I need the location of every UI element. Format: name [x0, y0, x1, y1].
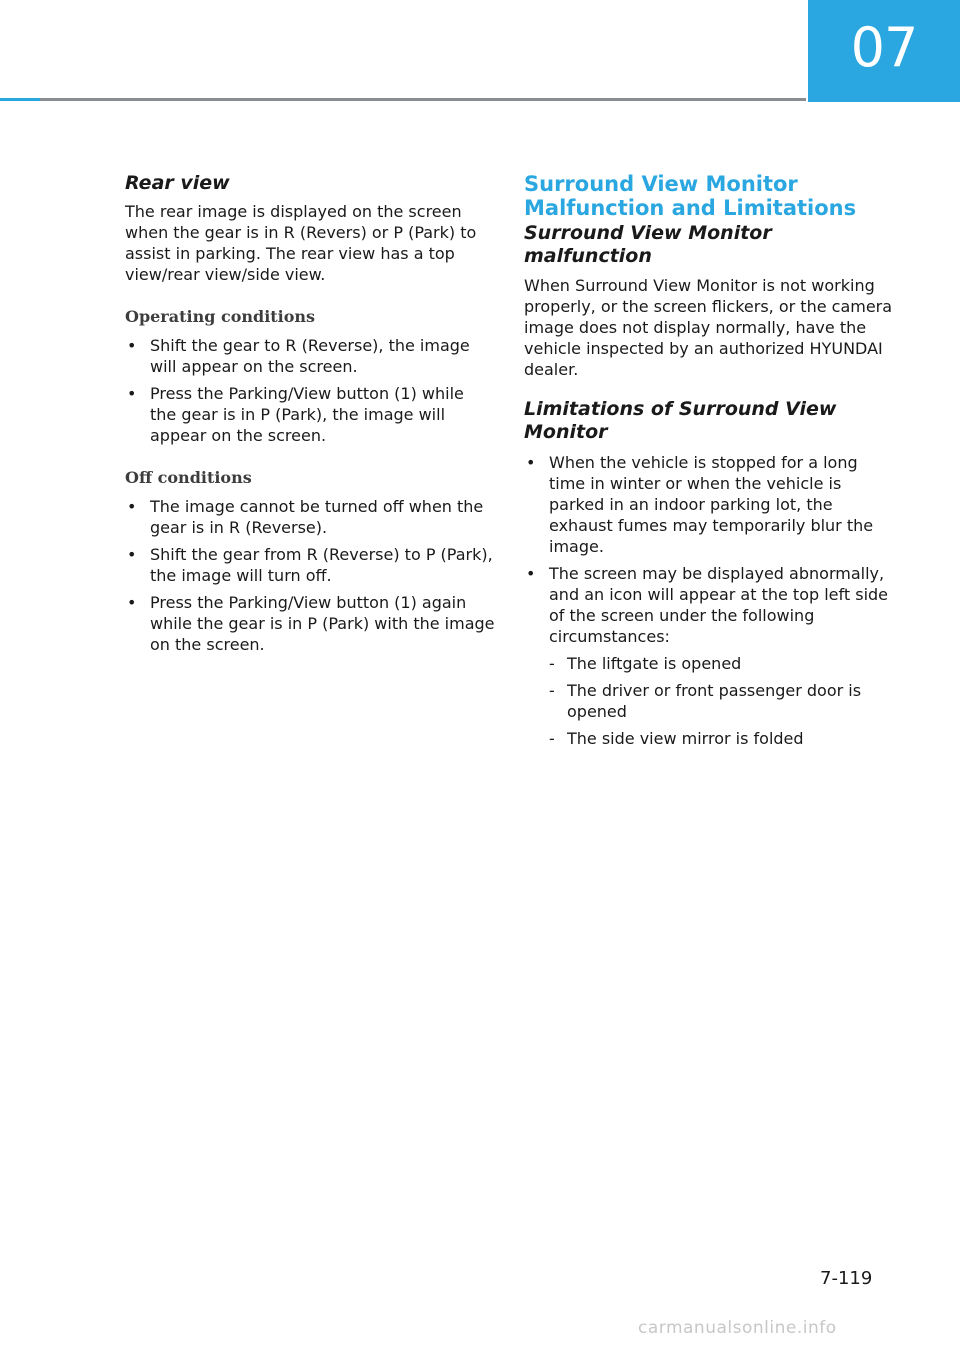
list-item: • Shift the gear from R (Reverse) to P (Park), the image will turn off.: [127, 545, 493, 585]
chapter-tab: 07: [808, 0, 960, 102]
header-rule-accent: [0, 98, 40, 101]
bullet-icon: •: [127, 593, 137, 612]
sub-list-item: - The side view mirror is folded: [549, 729, 804, 748]
list-item: • Press the Parking/View button (1) again while the gear is in P (Park) with the image on the screen.: [127, 593, 495, 654]
sub-list-item: - The driver or front passenger door is opened: [549, 681, 862, 721]
bullet-icon: •: [127, 497, 137, 516]
header-rule: [0, 98, 806, 101]
circumstances-list: [549, 653, 896, 749]
list-item: • Press the Parking/View button (1) while the gear is in P (Park), the image will appear on the screen.: [127, 384, 464, 445]
malfunction-heading: Surround View Monitor malfunction: [524, 222, 772, 267]
bullet-icon: •: [127, 336, 137, 355]
rear-view-heading: Rear view: [125, 172, 230, 194]
rear-view-paragraph: The rear image is displayed on the screen when the gear is in R (Revers) or P (Park) to assist in parking. The rear view has a top view/rear view/side view.: [125, 202, 477, 284]
dash-icon: -: [549, 681, 555, 700]
limitations-list: [524, 452, 896, 749]
page-number: 7-119: [820, 1268, 873, 1289]
malfunction-paragraph: When Surround View Monitor is not working properly, or the screen flickers, or the camera image does not display normally, have the vehicle inspected by an authorized HYUNDAI dealer.: [524, 276, 893, 379]
bullet-icon: •: [127, 545, 137, 564]
list-item: • The screen may be displayed abnormally, and an icon will appear at the top left side of the screen under the following circumstances: - The liftgate is opened - The driver or front passenger door is opened - The side view mirror is folded: [524, 563, 896, 749]
dash-icon: -: [549, 654, 555, 673]
watermark: carmanualsonline.info: [638, 1318, 837, 1338]
off-conditions-heading: Off conditions: [125, 468, 252, 487]
dash-icon: -: [549, 729, 555, 748]
right-column: [524, 172, 896, 755]
left-column: [125, 172, 495, 661]
operating-conditions-heading: Operating conditions: [125, 307, 316, 326]
bullet-icon: •: [526, 453, 536, 472]
list-item: • The image cannot be turned off when the gear is in R (Reverse).: [127, 497, 484, 537]
limitations-heading: Limitations of Surround View Monitor: [524, 398, 837, 443]
list-item: • When the vehicle is stopped for a long time in winter or when the vehicle is parked in an indoor parking lot, the exhaust fumes may temporarily blur the image.: [526, 453, 874, 556]
sub-list-item: - The liftgate is opened: [549, 654, 742, 673]
operating-conditions-list: [125, 335, 495, 446]
off-conditions-list: [125, 496, 495, 655]
section-title: Surround View Monitor Malfunction and Limitations: [524, 172, 857, 220]
list-item: • Shift the gear to R (Reverse), the image will appear on the screen.: [127, 336, 470, 376]
bullet-icon: •: [127, 384, 137, 403]
bullet-icon: •: [526, 564, 536, 583]
